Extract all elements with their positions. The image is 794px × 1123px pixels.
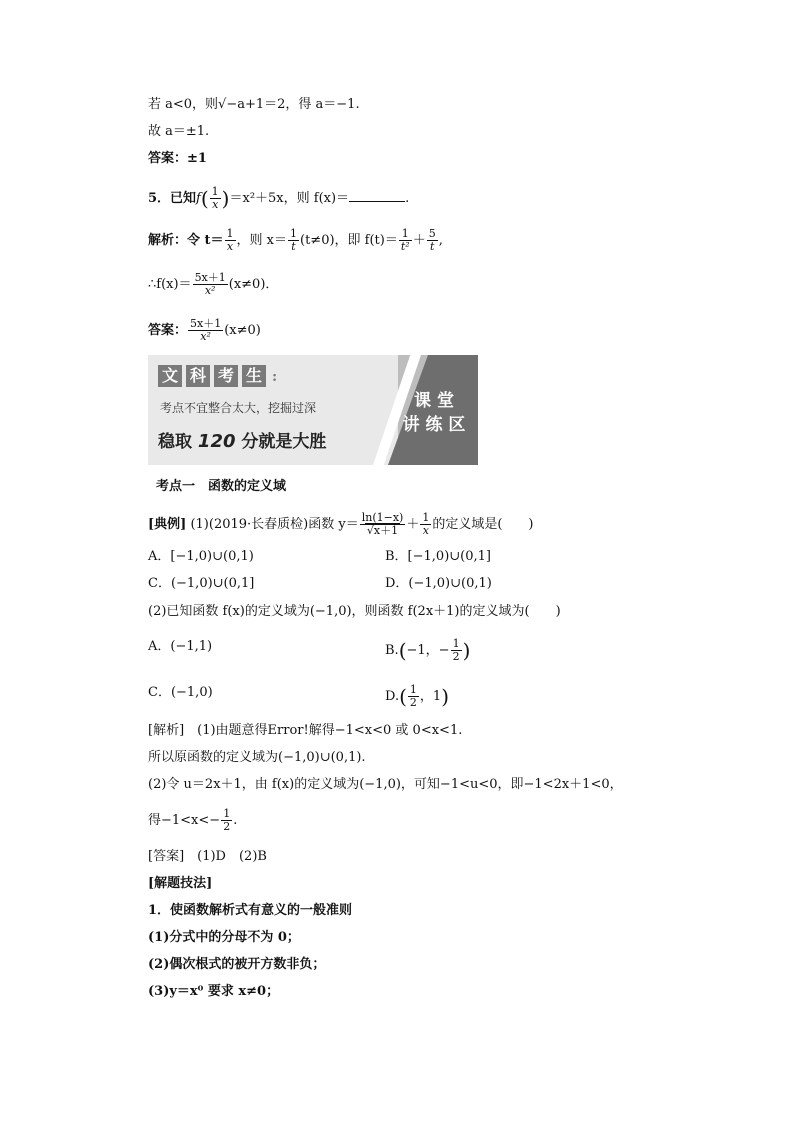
section-banner	[148, 355, 478, 465]
example-question-2: (2)已知函数 f(x)的定义域为(−1,0)，则函数 f(2x＋1)的定义域为( )	[148, 604, 561, 619]
fx-line: ∴f(x)＝ $\frac{5x+1}{\text{x²}}$ (x≠0)．	[148, 271, 279, 297]
badge-char-4: 生	[242, 365, 266, 387]
rule-1: (1)分式中的分母不为 0；	[148, 930, 300, 945]
banner-note: 考点不宜整合太大，挖掘过深	[160, 401, 317, 415]
badge-char-1: 文	[158, 365, 182, 387]
option-1a: A．[−1,0)∪(0,1) B．[−1,0)∪(0,1]	[148, 549, 491, 564]
q5-suffix: ＝x²＋5x，则 f(x)＝	[229, 191, 350, 206]
badge-colon: :	[272, 369, 278, 385]
option-2b: B.(−1，− $\frac{1}{2}$ )	[385, 637, 471, 663]
option-1d: D．(−1,0)∪(0,1)	[385, 576, 492, 591]
section-title: 考点一 函数的定义域	[156, 479, 287, 494]
option-1c: C．(−1,0)∪(0,1] D．(−1,0)∪(0,1)	[148, 576, 492, 591]
option-1b: B．[−1,0)∪(0,1]	[385, 549, 491, 564]
rule-title: 1．使函数解析式有意义的一般准则	[148, 903, 353, 918]
option-2a: A．(−1,1) B.(−1，− $\frac{1}{2}$ )	[148, 637, 471, 663]
fraction-1-over-x: $\frac{1}{x}$	[211, 185, 219, 211]
badge-char-3: 考	[214, 365, 238, 387]
tips-tag: [解题技法]	[148, 876, 213, 891]
rule-2: (2)偶次根式的被开方数非负；	[148, 957, 326, 972]
rule-3: (3)y＝x⁰ 要求 x≠0；	[148, 984, 280, 999]
solution-3: (2)令 u＝2x＋1，由 f(x)的定义域为(−1,0)，可知−1<u<0，即−1<2x＋1<0，	[148, 777, 623, 792]
solution-2: 所以原函数的定义域为(−1,0)∪(0,1).	[148, 750, 366, 765]
text-line-2: 故 a＝±1.	[148, 124, 210, 139]
solution-1: [解析] (1)由题意得Error!解得−1<x<0 或 0<x<1.	[148, 723, 463, 738]
option-2c: C．(−1,0) D.( $\frac{1}{2}$ ，1)	[148, 683, 449, 709]
answer-line-2: 答案： $\frac{5x+1}{\text{x²}}$ (x≠0)	[148, 317, 261, 343]
badge-char-2: 科	[186, 365, 210, 387]
solution-line: 解析：令 t＝ $\frac{1}{x}$ ，则 x＝ $\frac{1}{t}$ (t≠0)，即 f(t)＝ $\frac{1}{\text{t²}}$ ＋ $\frac{5}{t}$ ,	[148, 227, 443, 253]
example-question-1: [典例] (1)(2019·长春质检)函数 y＝ $\frac{\ln(1-x)}{√x+1}$ ＋ $\frac{1}{x}$ 的定义域是( )	[148, 511, 534, 537]
banner-motto: 稳取 120 分就是大胜	[158, 431, 327, 452]
answer-blank	[349, 189, 405, 202]
option-2d: D.( $\frac{1}{2}$ ，1)	[385, 683, 449, 709]
q5-prefix: 5．已知	[148, 191, 197, 206]
answer-line-3: [答案] (1)D (2)B	[148, 849, 267, 864]
answer-line-1: 答案：±1	[148, 151, 207, 166]
banner-side-title: 课 堂 讲 练 区	[402, 391, 466, 435]
text-line-1: 若 a<0，则√−a+1＝2，得 a＝−1.	[148, 97, 360, 112]
solution-4: 得−1<x<− $\frac{1}{2}$ .	[148, 807, 238, 833]
question-5: 5．已知f( $\frac{1}{x}$ )＝x²＋5x，则 f(x)＝ .	[148, 185, 410, 211]
